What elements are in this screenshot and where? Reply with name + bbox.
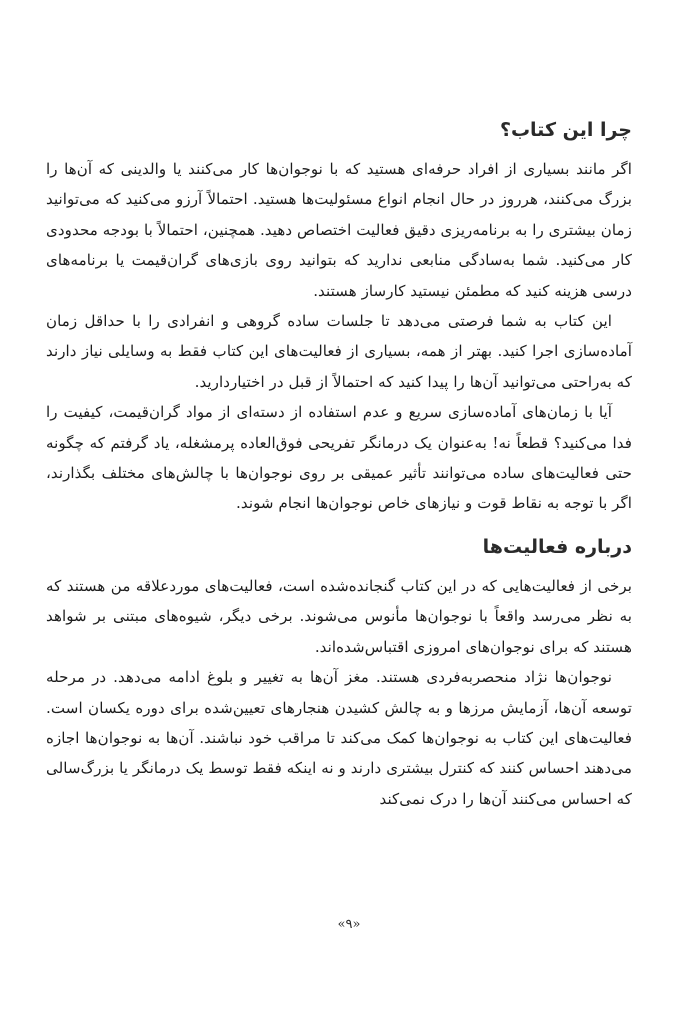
section-heading-why-this-book: چرا این کتاب؟	[499, 119, 632, 141]
paragraph: برخی از فعالیت‌هایی که در این کتاب گنجانده‌شده است، فعالیت‌های موردعلاقه من هستند که به نظر می‌رسد واقعاً با نوجوان‌ها مأنوس می‌شوند. برخی دیگر، شیوه‌های مبتنی بر شواهد هستند که برای نوجوان‌های امروزی اقتباس‌شده‌اند.	[46, 576, 632, 656]
page-number: «۹»	[337, 917, 361, 932]
paragraph: این کتاب به شما فرصتی می‌دهد تا جلسات ساده گروهی و انفرادی را با حداقل زمان آماده‌سازی اجرا کنید. بهتر از همه، بسیاری از فعالیت‌های این کتاب فقط به وسایلی نیاز دارند که به‌راحتی می‌توانید آن‌ها را پیدا کنید که احتمالاً از قبل در اختیاردارید.	[46, 312, 632, 391]
paragraph: نوجوان‌ها نژاد منحصربه‌فردی هستند. مغز آن‌ها به تغییر و بلوغ ادامه می‌دهد. در مرحله توسعه آن‌ها، آزمایش مرزها و به چالش کشیدن هنجارهای تعیین‌شده برای دوره یکسان است. فعالیت‌های این کتاب به نوجوان‌ها کمک می‌کند تا مراقب خود نباشند. آن‌ها به نوجوان‌ها اجازه می‌دهند احساس کنند که کنترل بیشتری دارند و نه اینکه فقط توسط یک درمانگر یا بزرگ‌سالی که احساس می‌کنند آن‌ها را درک نمی‌کند	[46, 668, 632, 808]
paragraph: اگر مانند بسیاری از افراد حرفه‌ای هستید که با نوجوان‌ها کار می‌کنند یا والدینی که آن‌ها را بزرگ می‌کنند، هرروز در حال انجام انواع مسئولیت‌ها هستید. احتمالاً آرزو می‌کنید که می‌توانید زمان بیشتری را به برنامه‌ریزی دقیق فعالیت اختصاص دهید. همچنین، احتمالاً با بودجه محدودی کار می‌کنید. شما به‌سادگی منابعی ندارید که بتوانید روی بازی‌های گران‌قیمت یا برنامه‌های درسی هزینه کنید که مطمئن نیستید کارساز هستند.	[46, 160, 632, 300]
section-heading-about-activities: درباره فعالیت‌ها	[482, 535, 632, 558]
paragraph: آیا با زمان‌های آماده‌سازی سریع و عدم استفاده از دسته‌ای از مواد گران‌قیمت، کیفیت را فدا می‌کنید؟ قطعاً نه! به‌عنوان یک درمانگر تفریحی فوق‌العاده پرمشغله، یاد گرفتم که چگونه حتی فعالیت‌های ساده می‌توانند تأثیر عمیقی بر روی نوجوان‌ها با چالش‌های مختلف بگذارند، اگر با توجه به نقاط قوت و نیازهای خاص نوجوان‌ها انجام شوند.	[46, 403, 632, 513]
